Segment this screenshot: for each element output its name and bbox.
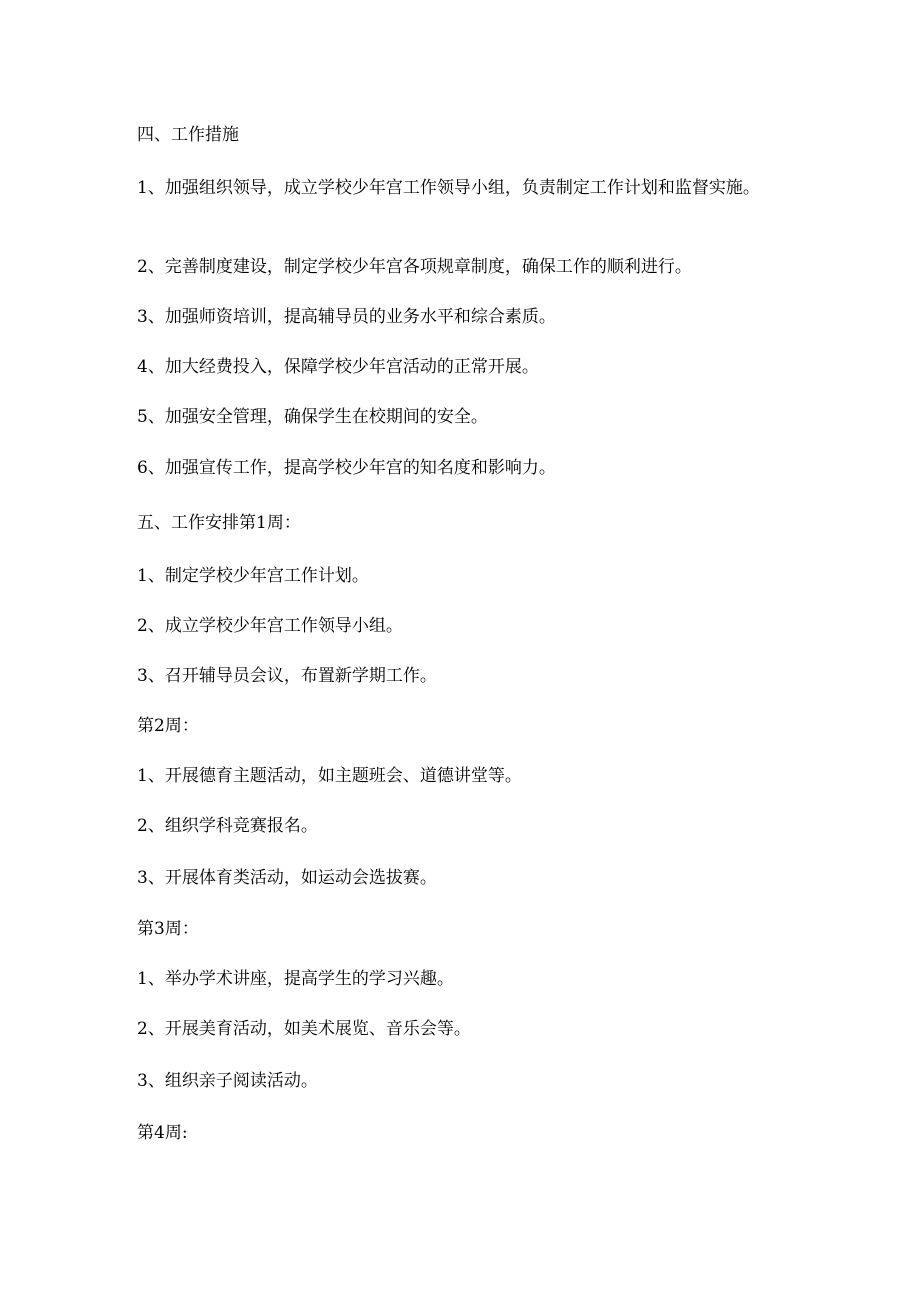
measure-item: 3、加强师资培训，提高辅导员的业务水平和综合素质。: [137, 307, 556, 327]
measure-item: 6、加强宣传工作，提高学校少年宫的知名度和影响力。: [137, 458, 556, 478]
section-heading-measures: 四、工作措施: [137, 125, 239, 145]
week2-item: 3、开展体育类活动，如运动会选拔赛。: [137, 868, 437, 888]
measure-item: 1、加强组织领导，成立学校少年宫工作领导小组，负责制定工作计划和监督实施。: [137, 178, 760, 198]
week1-item: 2、成立学校少年宫工作领导小组。: [137, 616, 403, 636]
section-heading-schedule: 五、工作安排第1周：: [137, 513, 301, 533]
measure-item: 4、加大经费投入，保障学校少年宫活动的正常开展。: [137, 357, 539, 377]
week2-item: 2、组织学科竞赛报名。: [137, 816, 318, 836]
week2-item: 1、开展德育主题活动，如主题班会、道德讲堂等。: [137, 766, 522, 786]
week3-item: 2、开展美育活动，如美术展览、音乐会等。: [137, 1019, 471, 1039]
week1-item: 3、召开辅导员会议，布置新学期工作。: [137, 666, 437, 686]
measure-item: 5、加强安全管理，确保学生在校期间的安全。: [137, 407, 488, 427]
week4-heading: 第4周:: [137, 1123, 188, 1143]
measure-item: 2、完善制度建设，制定学校少年宫各项规章制度，确保工作的顺利进行。: [137, 257, 692, 277]
week3-heading: 第3周：: [137, 919, 199, 939]
week2-heading: 第2周：: [137, 716, 199, 736]
week1-item: 1、制定学校少年宫工作计划。: [137, 566, 369, 586]
week3-item: 3、组织亲子阅读活动。: [137, 1071, 318, 1091]
week3-item: 1、举办学术讲座，提高学生的学习兴趣。: [137, 969, 454, 989]
